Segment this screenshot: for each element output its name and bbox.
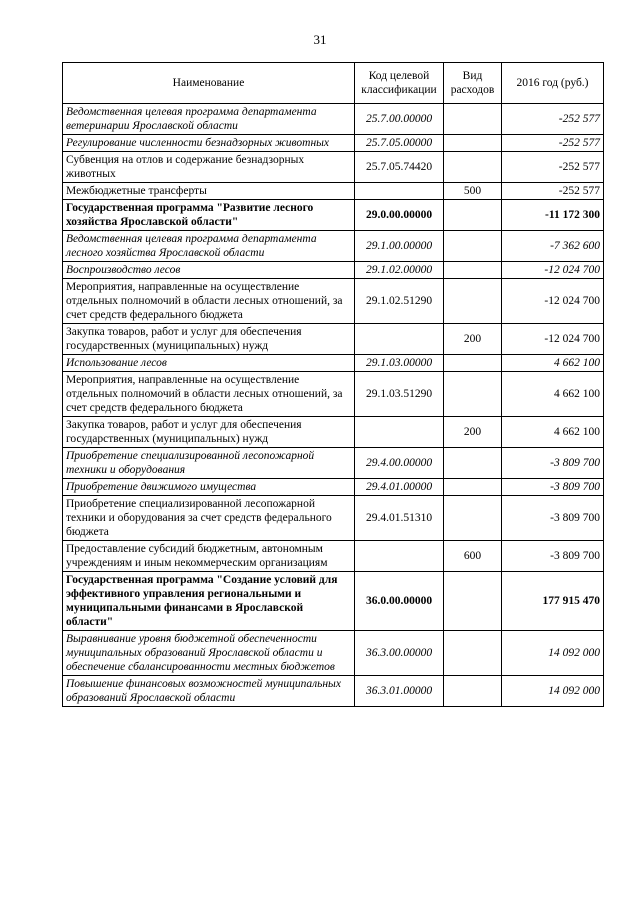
- page-number: 31: [313, 32, 327, 47]
- cell-sum: -12 024 700: [502, 262, 604, 279]
- table-row: [63, 448, 604, 479]
- cell-kind: [444, 572, 502, 631]
- table-row: [63, 135, 604, 152]
- table-header-row: [63, 63, 604, 104]
- cell-code: [355, 541, 444, 572]
- cell-sum: 4 662 100: [502, 355, 604, 372]
- header-code: Код целевой классификации: [355, 63, 444, 104]
- cell-sum: -3 809 700: [502, 541, 604, 572]
- table-row: [63, 676, 604, 707]
- table-row: [63, 152, 604, 183]
- cell-sum: -3 809 700: [502, 479, 604, 496]
- cell-name: Регулирование численности безнадзорных животных: [63, 135, 355, 152]
- header-name: Наименование: [63, 63, 355, 104]
- cell-kind: [444, 631, 502, 676]
- cell-code: 29.1.02.00000: [355, 262, 444, 279]
- table-row: [63, 200, 604, 231]
- cell-name: Выравнивание уровня бюджетной обеспеченности муниципальных образований Ярославской области и обеспечение сбалансированности местных бюджетов: [63, 631, 355, 676]
- cell-name: Государственная программа "Создание условий для эффективного управления региональными и муниципальными финансами в Ярославской области": [63, 572, 355, 631]
- cell-name: Использование лесов: [63, 355, 355, 372]
- table-row: [63, 631, 604, 676]
- cell-sum: 177 915 470: [502, 572, 604, 631]
- cell-name: Приобретение специализированной лесопожарной техники и оборудования: [63, 448, 355, 479]
- cell-code: 25.7.00.00000: [355, 104, 444, 135]
- table-row: [63, 324, 604, 355]
- table-row: [63, 355, 604, 372]
- cell-kind: [444, 372, 502, 417]
- cell-sum: 14 092 000: [502, 676, 604, 707]
- table-row: [63, 541, 604, 572]
- cell-name: Приобретение специализированной лесопожарной техники и оборудования за счет средств федерального бюджета: [63, 496, 355, 541]
- cell-kind: 200: [444, 324, 502, 355]
- cell-sum: -3 809 700: [502, 496, 604, 541]
- cell-code: 36.0.00.00000: [355, 572, 444, 631]
- cell-name: Закупка товаров, работ и услуг для обеспечения государственных (муниципальных) нужд: [63, 417, 355, 448]
- cell-name: Мероприятия, направленные на осуществление отдельных полномочий в области лесных отношений, за счет средств федерального бюджета: [63, 279, 355, 324]
- table-row: [63, 496, 604, 541]
- cell-code: 29.1.03.00000: [355, 355, 444, 372]
- cell-code: 36.3.00.00000: [355, 631, 444, 676]
- cell-sum: 4 662 100: [502, 417, 604, 448]
- cell-code: 29.1.02.51290: [355, 279, 444, 324]
- cell-kind: [444, 152, 502, 183]
- cell-kind: 200: [444, 417, 502, 448]
- cell-code: 29.0.00.00000: [355, 200, 444, 231]
- table-row: [63, 479, 604, 496]
- cell-code: 29.4.01.51310: [355, 496, 444, 541]
- table-row: [63, 417, 604, 448]
- table-row: [63, 572, 604, 631]
- cell-code: 29.1.03.51290: [355, 372, 444, 417]
- cell-code: 36.3.01.00000: [355, 676, 444, 707]
- cell-code: [355, 183, 444, 200]
- cell-name: Предоставление субсидий бюджетным, автономным учреждениям и иным некоммерческим организациям: [63, 541, 355, 572]
- cell-kind: [444, 676, 502, 707]
- table-row: [63, 183, 604, 200]
- cell-kind: [444, 262, 502, 279]
- cell-kind: 500: [444, 183, 502, 200]
- table-row: [63, 372, 604, 417]
- cell-name: Закупка товаров, работ и услуг для обеспечения государственных (муниципальных) нужд: [63, 324, 355, 355]
- cell-name: Ведомственная целевая программа департамента лесного хозяйства Ярославской области: [63, 231, 355, 262]
- cell-sum: -252 577: [502, 104, 604, 135]
- cell-kind: [444, 496, 502, 541]
- cell-sum: -12 024 700: [502, 324, 604, 355]
- header-kind: Вид расходов: [444, 63, 502, 104]
- table-row: [63, 231, 604, 262]
- cell-kind: 600: [444, 541, 502, 572]
- cell-kind: [444, 104, 502, 135]
- cell-kind: [444, 279, 502, 324]
- cell-sum: -3 809 700: [502, 448, 604, 479]
- cell-sum: -252 577: [502, 183, 604, 200]
- cell-kind: [444, 355, 502, 372]
- cell-code: 29.1.00.00000: [355, 231, 444, 262]
- header-sum: 2016 год (руб.): [502, 63, 604, 104]
- table-row: [63, 104, 604, 135]
- cell-sum: -252 577: [502, 135, 604, 152]
- cell-code: 25.7.05.00000: [355, 135, 444, 152]
- cell-code: [355, 324, 444, 355]
- cell-name: Межбюджетные трансферты: [63, 183, 355, 200]
- cell-name: Повышение финансовых возможностей муниципальных образований Ярославской области: [63, 676, 355, 707]
- cell-sum: 4 662 100: [502, 372, 604, 417]
- cell-name: Государственная программа "Развитие лесного хозяйства Ярославской области": [63, 200, 355, 231]
- cell-code: 29.4.00.00000: [355, 448, 444, 479]
- cell-kind: [444, 200, 502, 231]
- table-row: [63, 279, 604, 324]
- cell-name: Воспроизводство лесов: [63, 262, 355, 279]
- cell-name: Мероприятия, направленные на осуществление отдельных полномочий в области лесных отношений, за счет средств федерального бюджета: [63, 372, 355, 417]
- table-row: [63, 262, 604, 279]
- cell-name: Субвенция на отлов и содержание безнадзорных животных: [63, 152, 355, 183]
- cell-code: 29.4.01.00000: [355, 479, 444, 496]
- cell-sum: -11 172 300: [502, 200, 604, 231]
- cell-code: 25.7.05.74420: [355, 152, 444, 183]
- cell-name: Приобретение движимого имущества: [63, 479, 355, 496]
- cell-sum: -252 577: [502, 152, 604, 183]
- cell-name: Ведомственная целевая программа департамента ветеринарии Ярославской области: [63, 104, 355, 135]
- cell-kind: [444, 479, 502, 496]
- budget-table: [62, 62, 604, 707]
- cell-code: [355, 417, 444, 448]
- cell-kind: [444, 135, 502, 152]
- cell-sum: 14 092 000: [502, 631, 604, 676]
- cell-kind: [444, 231, 502, 262]
- cell-sum: -7 362 600: [502, 231, 604, 262]
- cell-sum: -12 024 700: [502, 279, 604, 324]
- cell-kind: [444, 448, 502, 479]
